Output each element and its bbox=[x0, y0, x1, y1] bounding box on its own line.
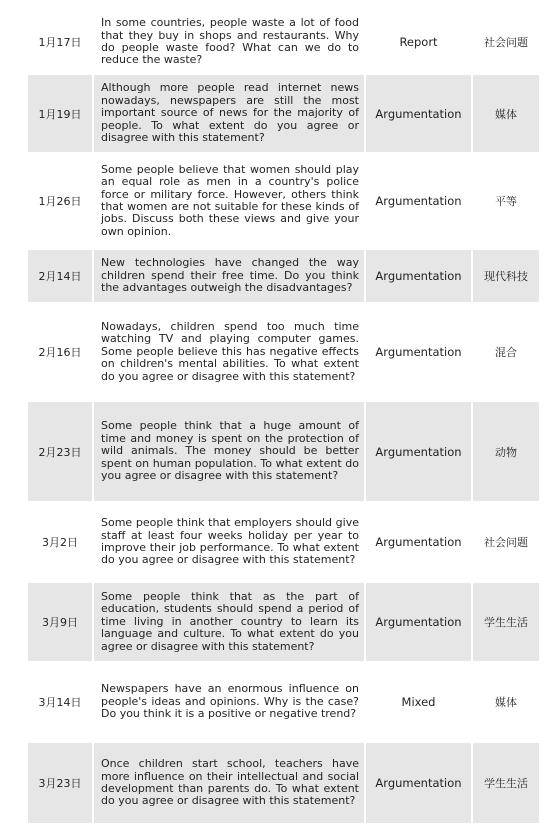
topic-cell: Some people believe that women should play an equal role as men in a country's police force or military force. However, others think that women are not suitable for these kinds of jobs. Discuss both these views and give your own opinion. bbox=[92, 154, 364, 248]
category-cell: 现代科技 bbox=[471, 250, 539, 302]
topic-cell: Although more people read internet news nowadays, newspapers are still the most important source of news for the majority of people. To what extent do you agree or disagree with this statement? bbox=[92, 75, 364, 152]
topic-cell: Once children start school, teachers have more influence on their intellectual and social development than parents do. To what extent do you agree or disagree with this statement? bbox=[92, 743, 364, 823]
category-cell: 社会问题 bbox=[471, 11, 539, 73]
table-row bbox=[28, 152, 539, 248]
type-cell: Argumentation bbox=[364, 250, 471, 302]
date-cell: 1月17日 bbox=[38, 36, 82, 49]
table-row bbox=[28, 400, 539, 501]
topic-cell: New technologies have changed the way children spend their free time. Do you think the advantages outweigh the disadvantages? bbox=[92, 250, 364, 302]
category-cell: 混合 bbox=[471, 304, 539, 400]
date-cell: 1月19日 bbox=[38, 107, 82, 121]
date-cell: 2月14日 bbox=[38, 270, 82, 283]
type-cell: Argumentation bbox=[364, 304, 471, 400]
table-row bbox=[28, 581, 539, 661]
category-cell: 平等 bbox=[471, 154, 539, 248]
table-row bbox=[28, 741, 539, 823]
type-cell: Argumentation bbox=[364, 154, 471, 248]
category-cell: 动物 bbox=[471, 402, 539, 501]
topic-cell: Some people think that a huge amount of time and money is spent on the protection of wild animals. The money should be better spent on human population. To what extent do you agree or disagree with this statement? bbox=[92, 402, 364, 501]
table-row bbox=[28, 661, 539, 741]
type-cell: Argumentation bbox=[364, 75, 471, 152]
category-cell: 社会问题 bbox=[471, 503, 539, 581]
category-cell: 学生生活 bbox=[471, 743, 539, 823]
type-cell: Mixed bbox=[364, 663, 471, 741]
table-row bbox=[28, 501, 539, 581]
date-cell: 3月23日 bbox=[38, 777, 82, 790]
topic-cell: In some countries, people waste a lot of food that they buy in shops and restaurants. Why do people waste food? What can we do to reduce the waste? bbox=[92, 11, 364, 73]
type-cell: Argumentation bbox=[364, 583, 471, 661]
topic-cell: Some people think that as the part of education, students should spend a period of time living in another country to learn its language and culture. To what extent do you agree or disagree with this statement? bbox=[92, 583, 364, 661]
table-row bbox=[28, 248, 539, 302]
category-cell: 学生生活 bbox=[471, 583, 539, 661]
type-cell: Argumentation bbox=[364, 402, 471, 501]
date-cell: 1月26日 bbox=[38, 195, 82, 208]
table-row bbox=[28, 9, 539, 73]
category-cell: 媒体 bbox=[471, 75, 539, 152]
date-cell: 3月2日 bbox=[42, 536, 78, 549]
topic-cell: Some people think that employers should give staff at least four weeks holiday per year to improve their job performance. To what extent do you agree or disagree with this statement? bbox=[92, 503, 364, 581]
table-row bbox=[28, 302, 539, 400]
date-cell: 3月14日 bbox=[38, 696, 82, 709]
date-cell: 2月16日 bbox=[38, 346, 82, 359]
essay-topics-table bbox=[28, 9, 539, 823]
topic-cell: Nowadays, children spend too much time watching TV and playing computer games. Some people believe this has negative effects on children's mental abilities. To what extent do you agree or disagree with this statement? bbox=[92, 304, 364, 400]
date-cell: 2月23日 bbox=[38, 445, 82, 459]
category-cell: 媒体 bbox=[471, 663, 539, 741]
type-cell: Report bbox=[364, 11, 471, 73]
type-cell: Argumentation bbox=[364, 743, 471, 823]
date-cell: 3月9日 bbox=[42, 616, 78, 629]
table-row bbox=[28, 73, 539, 152]
type-cell: Argumentation bbox=[364, 503, 471, 581]
topic-cell: Newspapers have an enormous influence on people's ideas and opinions. Why is the case? Do you think it is a positive or negative trend? bbox=[92, 663, 364, 741]
